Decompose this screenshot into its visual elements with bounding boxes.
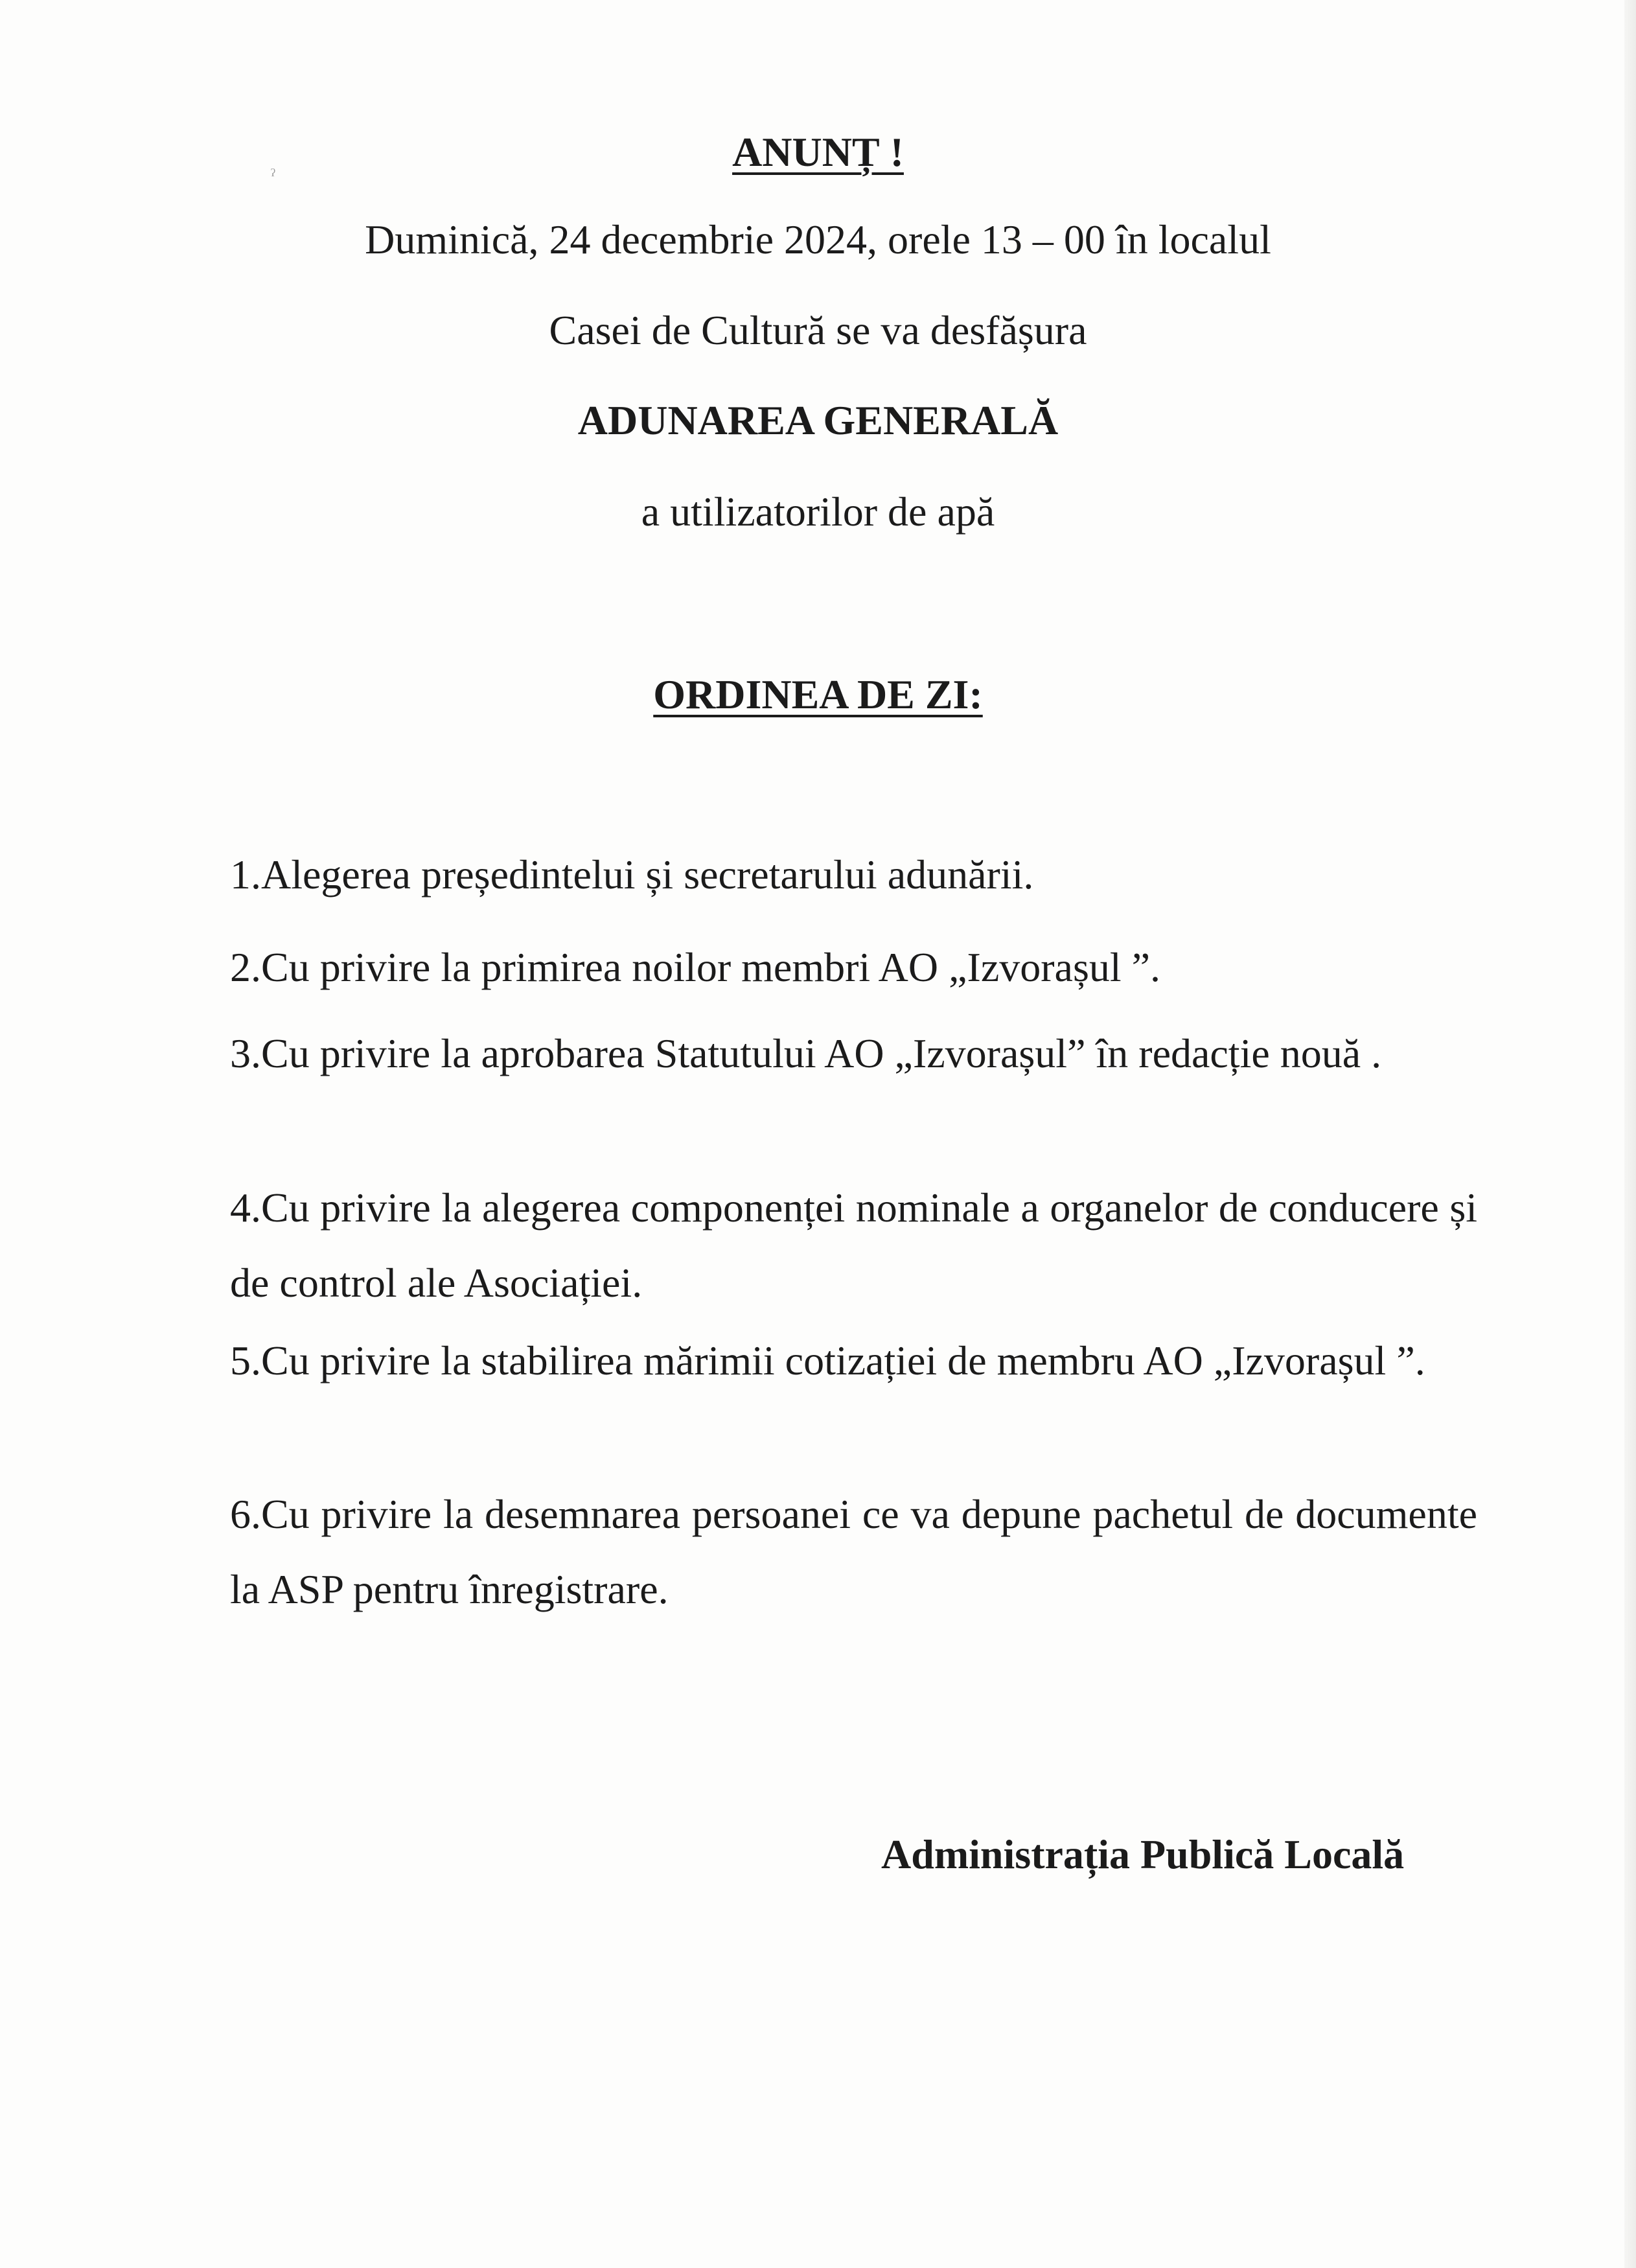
agenda-item-1: 1.Alegerea președintelui și secretarului adunării.: [230, 851, 1034, 897]
agenda-item-5: 5.Cu privire la stabilirea mărimii cotizației de membru AO „Izvorașul ”.: [230, 1337, 1425, 1383]
event-name: ADUNAREA GENERALĂ: [577, 397, 1059, 443]
event-subtitle: a utilizatorilor de apă: [641, 489, 995, 535]
announcement-title: ANUNȚ !: [732, 129, 904, 175]
agenda-item-2: 2.Cu privire la primirea noilor membri AO „Izvorașul ”.: [230, 944, 1161, 990]
agenda-item-3: 3.Cu privire la aprobarea Statutului AO „Izvorașul” în redacție nouă .: [230, 1030, 1382, 1076]
scan-speck: ˀ: [271, 166, 275, 186]
agenda-heading: ORDINEA DE ZI:: [653, 671, 983, 717]
intro-line-1: Duminică, 24 decembrie 2024, orele 13 – 00 în localul: [365, 216, 1271, 262]
signature-organization: Administrația Publică Locală: [881, 1831, 1405, 1877]
intro-line-2: Casei de Cultură se va desfășura: [549, 307, 1087, 353]
agenda-item-6: 6.Cu privire la desemnarea persoanei ce va depune pachetul de documente la ASP pentru înregistrare.: [230, 1491, 1477, 1612]
agenda-item-4: 4.Cu privire la alegerea componenței nominale a organelor de conducere și de control ale Asociației.: [230, 1185, 1477, 1306]
